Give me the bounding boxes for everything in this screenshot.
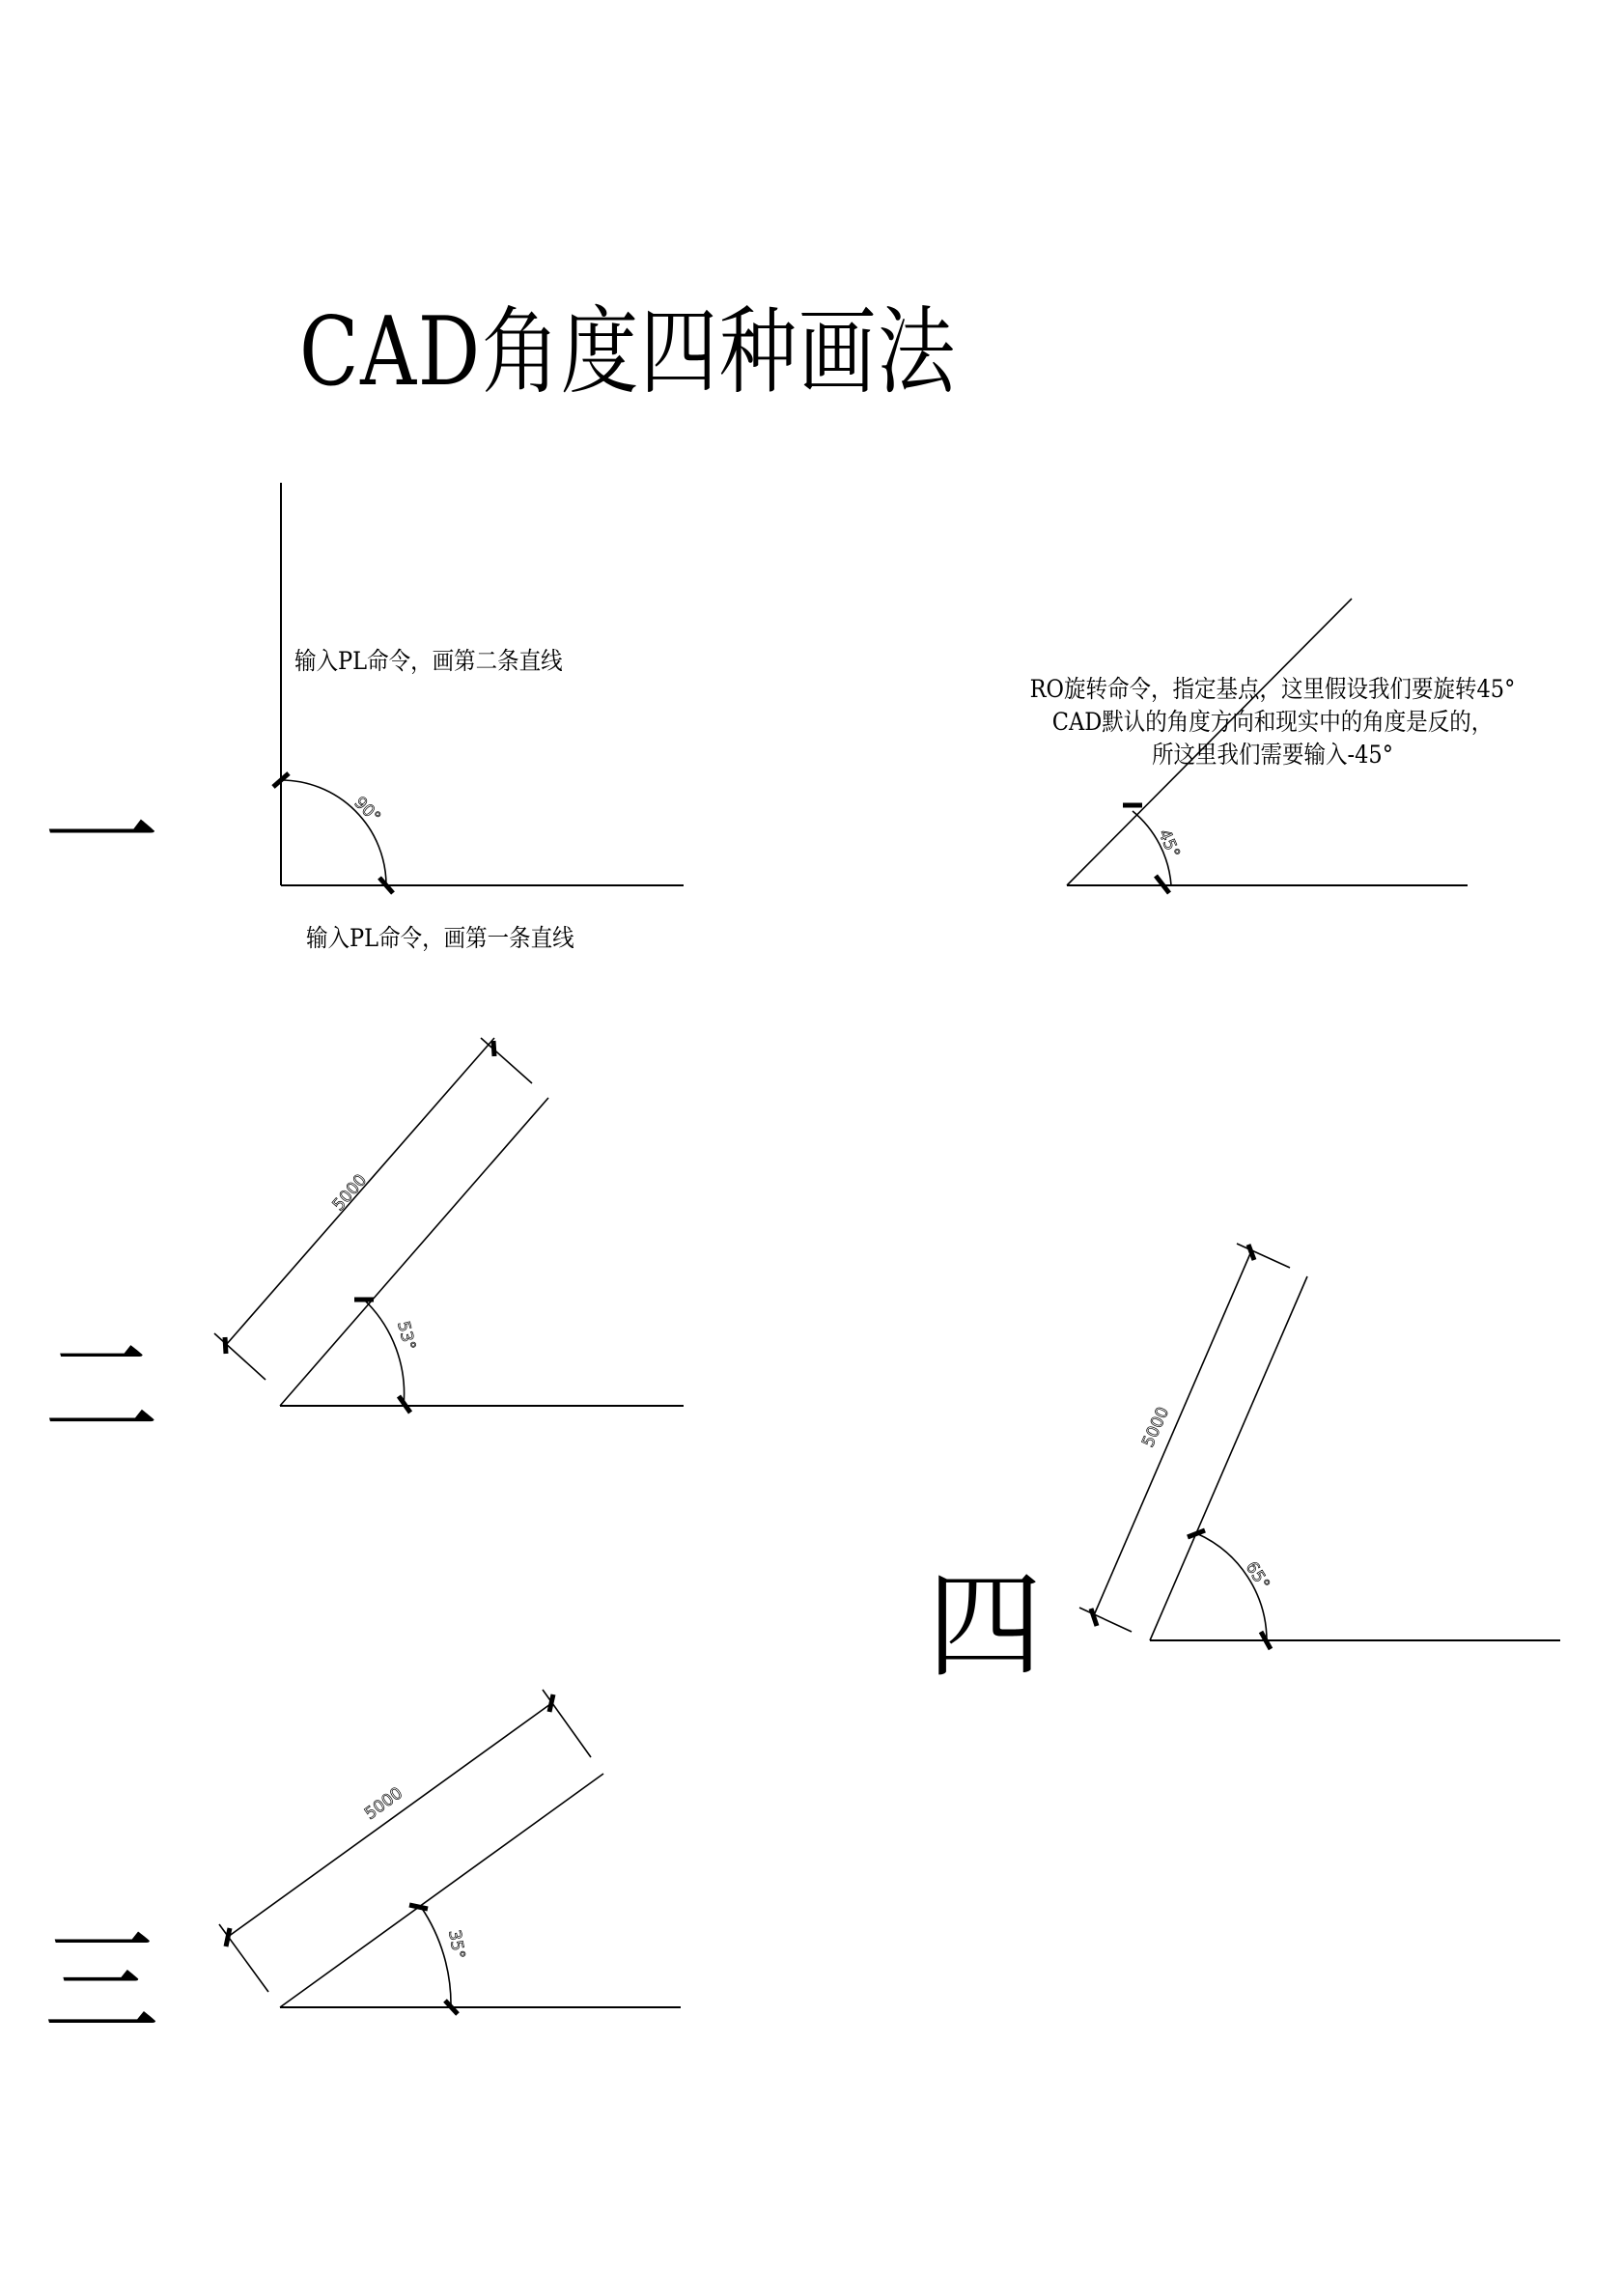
- note-first-line: 输入PL命令，画第一条直线: [306, 924, 574, 952]
- drawing-rotation-45: [1067, 599, 1468, 893]
- drawing-section-two: [214, 1038, 684, 1413]
- dimension-label-5000: 5000: [1138, 1404, 1174, 1451]
- section-numeral-one: 一: [43, 772, 159, 907]
- section-numeral-two: 二: [43, 1323, 159, 1457]
- dimension-label-5000: 5000: [361, 1783, 406, 1825]
- note-second-line: 输入PL命令，画第二条直线: [294, 647, 563, 675]
- angle-label-53: 53°: [393, 1319, 419, 1353]
- section-numeral-three: 三: [43, 1917, 159, 2051]
- rotation-note-line-3: 所这里我们需要输入-45°: [1151, 741, 1393, 769]
- angle-label-65: 65°: [1241, 1558, 1273, 1594]
- angle-label-90: 90°: [350, 793, 384, 827]
- page-title: CAD角度四种画法: [299, 297, 957, 407]
- rotation-note-line-2: CAD默认的角度方向和现实中的角度是反的，: [1051, 708, 1494, 736]
- section-numeral-four: 四: [927, 1559, 1043, 1694]
- rotation-note-line-1: RO旋转命令，指定基点，这里假设我们要旋转45°: [1029, 675, 1516, 703]
- drawing-section-three: [219, 1690, 681, 2014]
- drawing-right-angle: [273, 483, 684, 893]
- angle-label-35: 35°: [444, 1928, 469, 1961]
- angle-label-45: 45°: [1154, 826, 1184, 861]
- drawing-section-four: [1079, 1244, 1560, 1649]
- dimension-label-5000: 5000: [328, 1170, 372, 1216]
